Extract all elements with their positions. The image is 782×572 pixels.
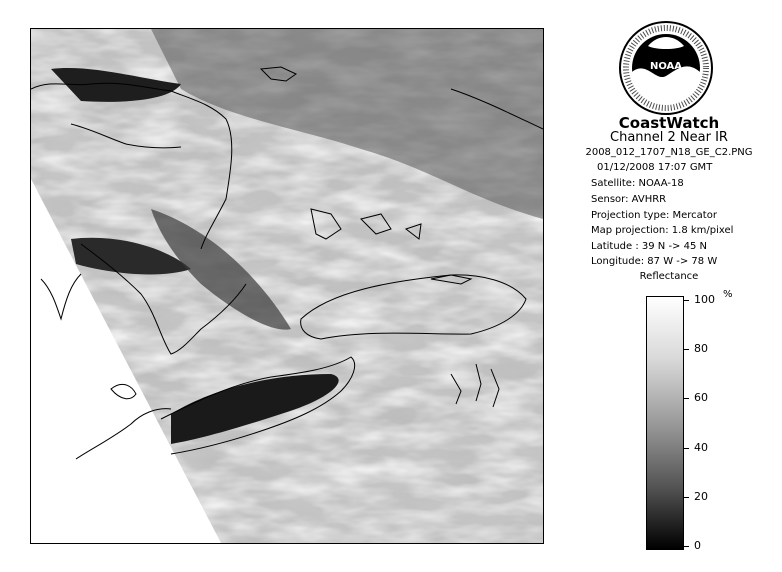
map-projection-label: Map projection: 1.8 km/pixel	[591, 225, 734, 236]
channel-label: Channel 2 Near IR	[610, 130, 728, 145]
colorbar-label-60: 60	[694, 391, 708, 404]
colorbar-label-80: 80	[694, 342, 708, 355]
sensor-label: Sensor: AVHRR	[591, 194, 667, 205]
brand-title: CoastWatch	[618, 114, 720, 132]
colorbar-tick	[683, 546, 689, 547]
colorbar-label-40: 40	[694, 441, 708, 454]
reflectance-colorbar	[646, 296, 684, 550]
logo-center-text: NOAA	[649, 61, 683, 72]
colorbar-tick	[683, 398, 689, 399]
reflectance-map	[31, 29, 543, 543]
noaa-logo	[618, 20, 714, 116]
datetime-label: 01/12/2008 17:07 GMT	[597, 162, 713, 173]
colorbar-label-20: 20	[694, 490, 708, 503]
legend-title: Reflectance	[639, 271, 699, 282]
colorbar-tick	[683, 497, 689, 498]
info-panel	[556, 0, 782, 572]
satellite-image	[30, 28, 544, 544]
longitude-label: Longitude: 87 W -> 78 W	[591, 256, 718, 267]
colorbar-tick	[683, 448, 689, 449]
latitude-label: Latitude : 39 N -> 45 N	[591, 241, 707, 252]
legend-unit: %	[723, 289, 733, 300]
filename-label: 2008_012_1707_N18_GE_C2.PNG	[585, 147, 753, 158]
projection-type-label: Projection type: Mercator	[591, 210, 717, 221]
colorbar-tick	[683, 349, 689, 350]
satellite-label: Satellite: NOAA-18	[591, 178, 684, 189]
colorbar-label-100: 100	[694, 293, 715, 306]
colorbar-tick	[683, 300, 689, 301]
colorbar-label-0: 0	[694, 539, 701, 552]
